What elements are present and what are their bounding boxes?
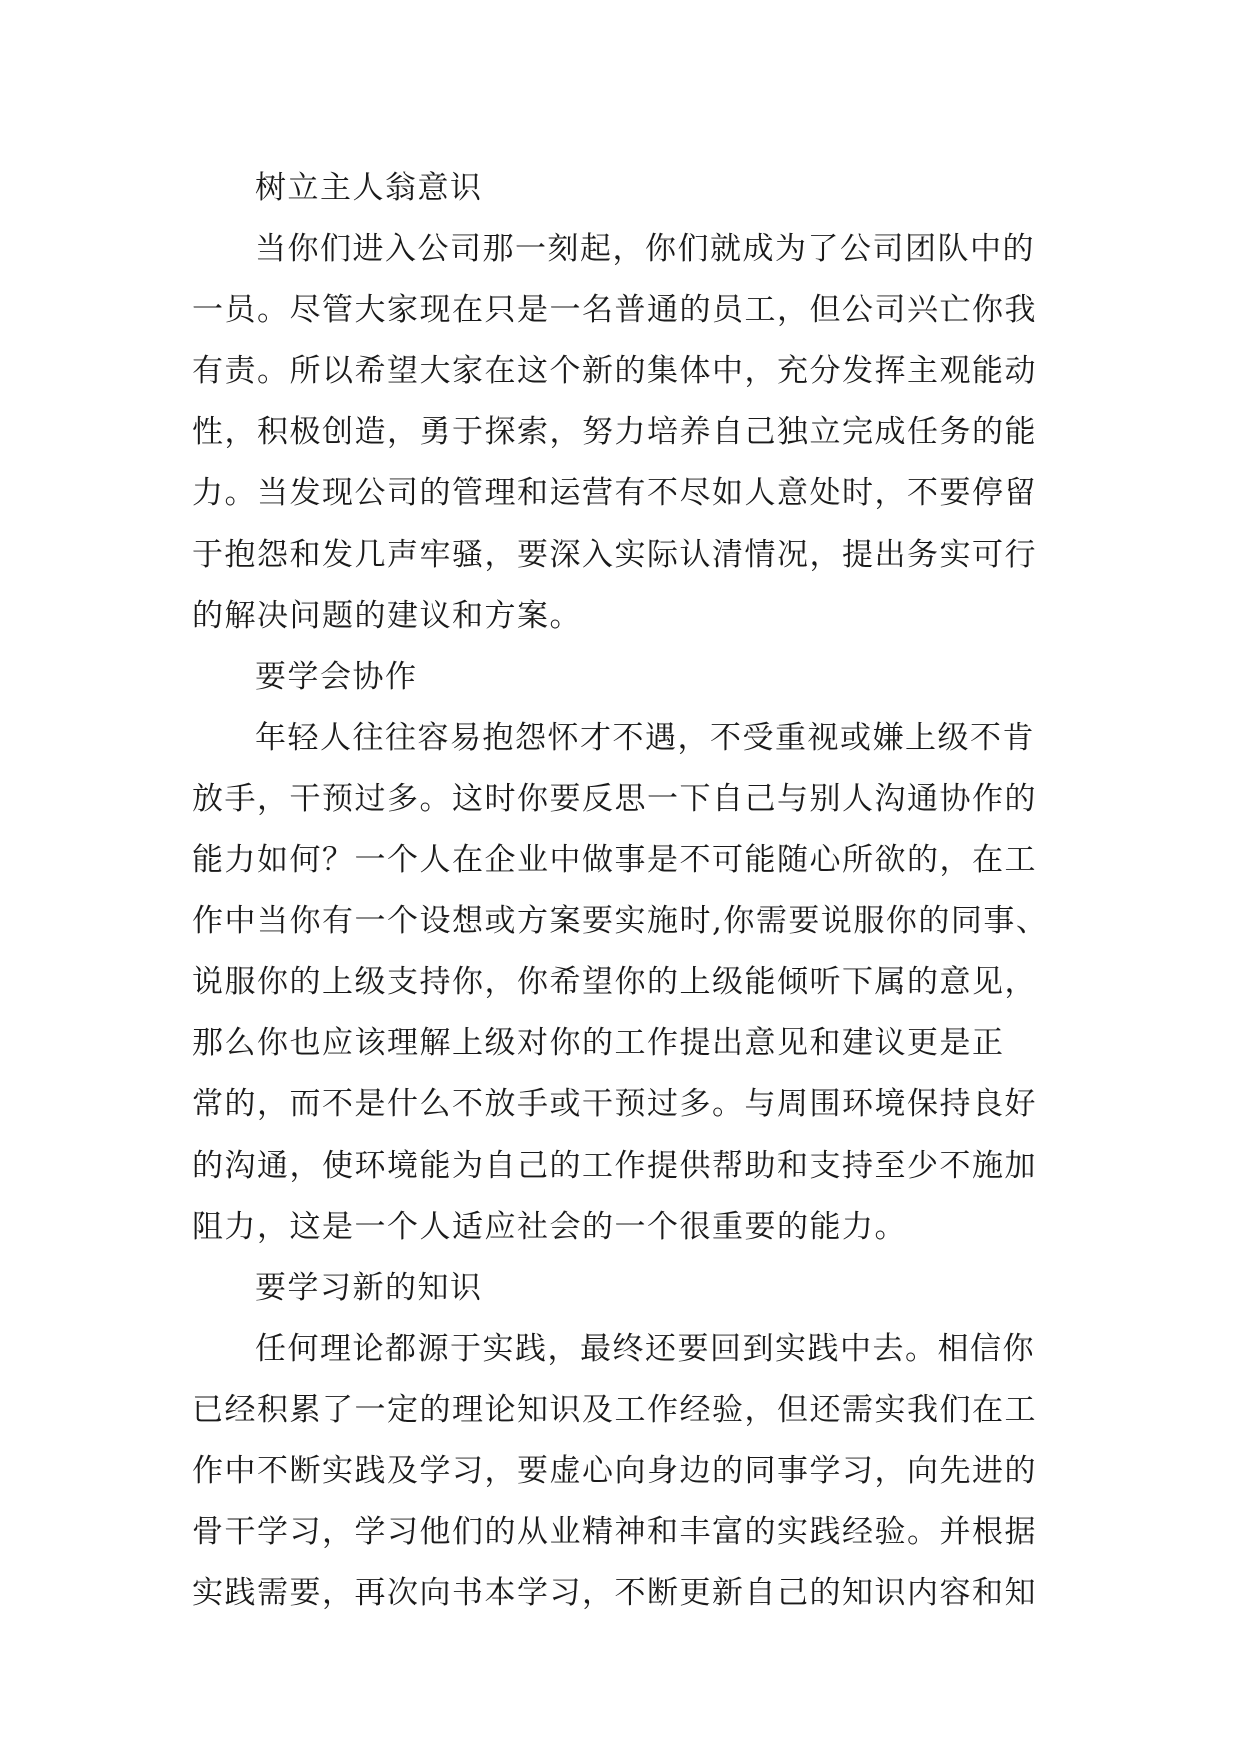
paragraph-line: 常的，而不是什么不放手或干预过多。与周围环境保持良好 [192,1086,1037,1123]
paragraph-line: 任何理论都源于实践，最终还要回到实践中去。相信你 [255,1330,1035,1367]
paragraph-line: 的沟通，使环境能为自己的工作提供帮助和支持至少不施加 [192,1147,1037,1184]
paragraph-line: 力。当发现公司的管理和运营有不尽如人意处时，不要停留 [192,475,1037,512]
paragraph-line: 年轻人往往容易抱怨怀才不遇，不受重视或嫌上级不肯 [255,719,1035,756]
paragraph-line: 的解决问题的建议和方案。 [192,597,582,634]
section-heading: 要学习新的知识 [255,1269,483,1306]
paragraph-line: 阻力，这是一个人适应社会的一个很重要的能力。 [192,1208,907,1245]
paragraph-line: 已经积累了一定的理论知识及工作经验，但还需实我们在工 [192,1391,1037,1428]
paragraph-line: 当你们进入公司那一刻起，你们就成为了公司团队中的 [255,231,1035,268]
paragraph-line: 有责。所以希望大家在这个新的集体中，充分发挥主观能动 [192,353,1037,390]
section-heading: 树立主人翁意识 [255,170,483,206]
paragraph-line: 能力如何？一个人在企业中做事是不可能随心所欲的，在工 [192,842,1037,879]
paragraph-line: 一员。尽管大家现在只是一名普通的员工，但公司兴亡你我 [192,292,1037,329]
paragraph-line: 于抱怨和发几声牢骚，要深入实际认清情况，提出务实可行 [192,536,1037,573]
document-body [192,158,1062,1624]
paragraph-line: 性，积极创造，勇于探索，努力培养自己独立完成任务的能 [192,414,1037,451]
paragraph-line: 骨干学习，学习他们的从业精神和丰富的实践经验。并根据 [192,1514,1037,1551]
paragraph-line: 实践需要，再次向书本学习，不断更新自己的知识内容和知 [192,1575,1037,1612]
paragraph-line: 放手，干预过多。这时你要反思一下自己与别人沟通协作的 [192,780,1037,817]
paragraph-line: 作中不断实践及学习，要虚心向身边的同事学习，向先进的 [192,1452,1037,1489]
paragraph-line: 作中当你有一个设想或方案要实施时,你需要说服你的同事、 [192,903,1049,940]
section-heading: 要学会协作 [255,658,418,695]
paragraph-line: 说服你的上级支持你，你希望你的上级能倾听下属的意见， [192,964,1037,1001]
paragraph-line: 那么你也应该理解上级对你的工作提出意见和建议更是正 [192,1025,1005,1062]
